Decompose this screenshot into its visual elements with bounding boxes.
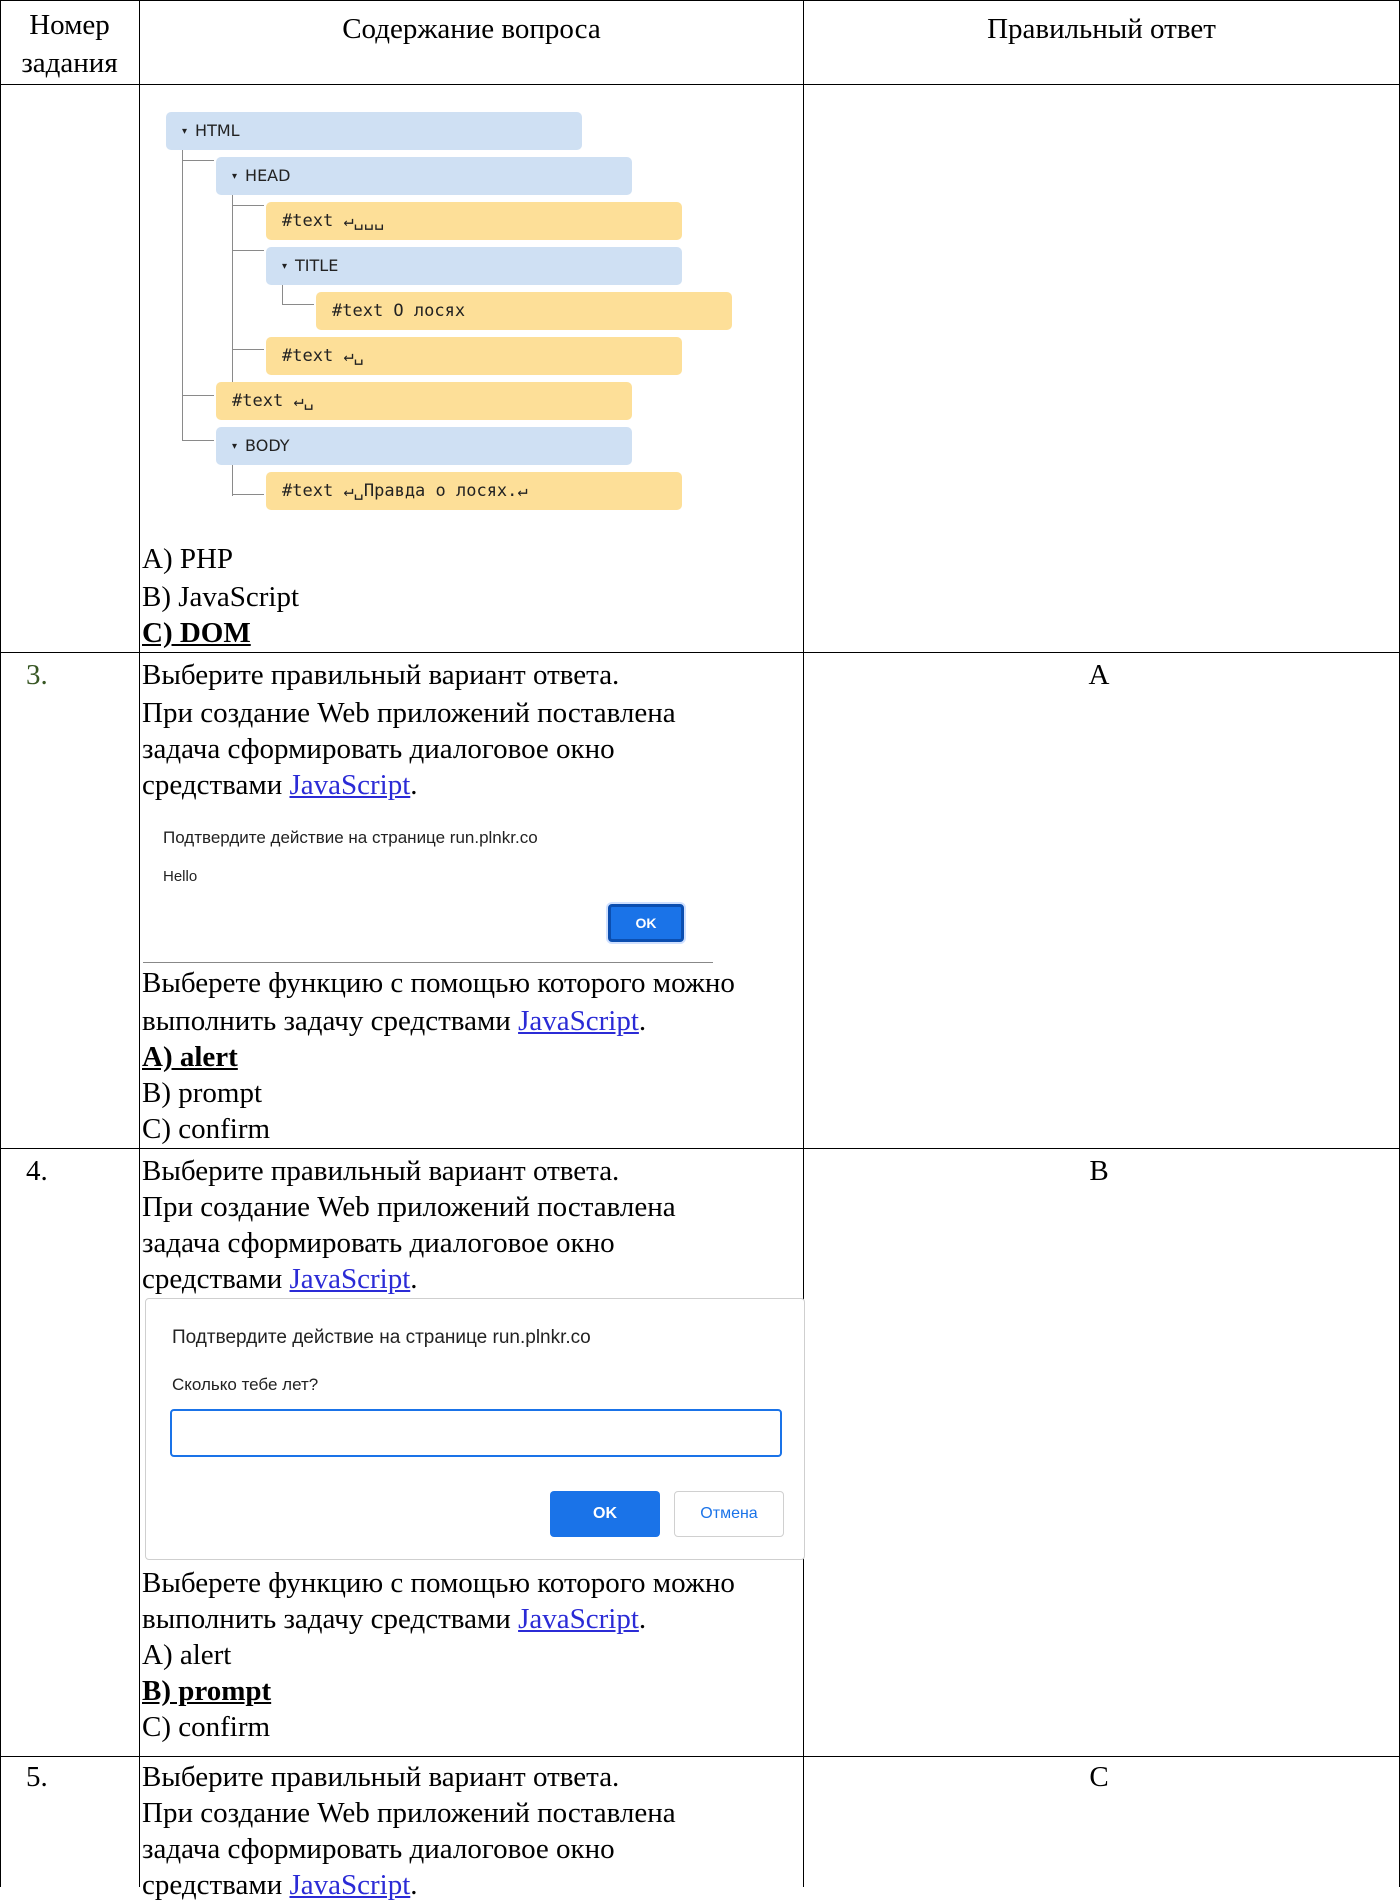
option-c: C) confirm bbox=[142, 1711, 271, 1743]
dialog-title: Подтвердите действие на странице run.plnkr.co bbox=[172, 1327, 591, 1348]
text-fragment: . bbox=[638, 1603, 647, 1635]
expand-triangle-icon: ▾ bbox=[182, 125, 188, 137]
dom-node-text: #text ↵␣␣␣ bbox=[266, 202, 682, 240]
question-line: Выберите правильный вариант ответа. bbox=[142, 1155, 620, 1187]
dom-node-html bbox=[166, 112, 582, 150]
dom-tree-diagram bbox=[148, 104, 756, 524]
question-line: Выберите правильный вариант ответа. bbox=[142, 659, 620, 691]
dom-node-label: HTML bbox=[195, 121, 240, 140]
dom-node-body bbox=[216, 427, 632, 465]
text-fragment: . bbox=[410, 769, 418, 801]
text-fragment: . bbox=[410, 1263, 418, 1295]
question-line: При создание Web приложений поставлена bbox=[142, 1191, 676, 1223]
tree-connector bbox=[232, 250, 264, 251]
dialog-title: Подтвердите действие на странице run.plnkr.co bbox=[163, 828, 538, 847]
task-number: 4. bbox=[26, 1155, 48, 1187]
dom-node-text: #text ↵␣Правда о лосях.↵ bbox=[266, 472, 682, 510]
dom-node-head bbox=[216, 157, 632, 195]
table-header-divider bbox=[0, 84, 1400, 85]
question-line bbox=[142, 1866, 418, 1904]
row-divider bbox=[0, 1148, 1400, 1149]
tree-connector bbox=[232, 349, 264, 350]
option-a-correct: A) alert bbox=[142, 1041, 238, 1073]
prompt-dialog-screenshot bbox=[145, 1298, 805, 1560]
tree-connector bbox=[182, 440, 214, 441]
question-line: Выберете функцию с помощью которого можно bbox=[142, 1567, 735, 1599]
question-line: Выберите правильный вариант ответа. bbox=[142, 1761, 620, 1793]
text-fragment: средствами bbox=[142, 1263, 290, 1295]
javascript-link[interactable]: JavaScript bbox=[289, 1263, 411, 1295]
text-fragment: выполнить задачу средствами bbox=[142, 1603, 519, 1635]
question-line bbox=[142, 1600, 646, 1638]
dialog-bottom-rule bbox=[143, 962, 713, 963]
text-fragment: . bbox=[410, 1869, 418, 1901]
header-number bbox=[0, 6, 139, 82]
task-number: 5. bbox=[26, 1761, 48, 1793]
table-border-top bbox=[0, 0, 1400, 1]
header-question: Содержание вопроса bbox=[342, 13, 601, 45]
option-b-correct: B) prompt bbox=[142, 1675, 272, 1707]
text-fragment: . bbox=[638, 1005, 647, 1037]
correct-answer: B bbox=[1089, 1155, 1109, 1187]
tree-connector bbox=[232, 494, 264, 495]
row-divider bbox=[0, 1756, 1400, 1757]
javascript-link[interactable]: JavaScript bbox=[518, 1005, 639, 1037]
text-fragment: выполнить задачу средствами bbox=[142, 1005, 519, 1037]
dialog-input-field bbox=[170, 1409, 782, 1457]
column-divider bbox=[139, 0, 140, 1887]
option-c: C) confirm bbox=[142, 1113, 271, 1145]
javascript-link[interactable]: JavaScript bbox=[289, 1869, 411, 1901]
javascript-link[interactable]: JavaScript bbox=[289, 769, 411, 801]
header-number-line2: задания bbox=[21, 47, 118, 79]
option-c-correct: C) DOM bbox=[142, 617, 251, 649]
tree-connector bbox=[232, 205, 264, 206]
option-a: A) alert bbox=[142, 1639, 232, 1671]
correct-answer: C bbox=[1089, 1761, 1109, 1793]
dom-node-title bbox=[266, 247, 682, 285]
expand-triangle-icon: ▾ bbox=[232, 440, 238, 452]
dialog-cancel-button: Отмена bbox=[674, 1491, 784, 1537]
alert-dialog-screenshot bbox=[143, 804, 803, 962]
question-line: задача сформировать диалоговое окно bbox=[142, 1833, 615, 1865]
option-a: A) PHP bbox=[142, 543, 234, 575]
tree-connector bbox=[282, 304, 314, 305]
dom-node-label: BODY bbox=[245, 436, 290, 455]
question-line: задача сформировать диалоговое окно bbox=[142, 1227, 615, 1259]
javascript-link[interactable]: JavaScript bbox=[518, 1603, 639, 1635]
dom-node-text: #text ↵␣ bbox=[266, 337, 682, 375]
question-line bbox=[142, 1260, 418, 1298]
question-line: Выберете функцию с помощью которого можно bbox=[142, 967, 735, 999]
header-number-line1: Номер bbox=[29, 9, 110, 41]
option-b: B) prompt bbox=[142, 1077, 263, 1109]
question-line: При создание Web приложений поставлена bbox=[142, 1797, 676, 1829]
question-line: задача сформировать диалоговое окно bbox=[142, 733, 615, 765]
option-b: B) JavaScript bbox=[142, 581, 300, 613]
question-line: При создание Web приложений поставлена bbox=[142, 697, 676, 729]
expand-triangle-icon: ▾ bbox=[282, 260, 288, 272]
text-fragment: средствами bbox=[142, 1869, 290, 1901]
tree-connector bbox=[182, 160, 214, 161]
question-line bbox=[142, 766, 418, 804]
dom-node-text: #text О лосях bbox=[316, 292, 732, 330]
dom-node-label: HEAD bbox=[245, 166, 291, 185]
dialog-ok-button: OK bbox=[550, 1491, 660, 1537]
question-line bbox=[142, 1002, 646, 1040]
row-divider bbox=[0, 652, 1400, 653]
dom-node-label: TITLE bbox=[295, 256, 339, 275]
dialog-ok-button: OK bbox=[608, 904, 684, 942]
tree-connector bbox=[182, 395, 214, 396]
text-fragment: средствами bbox=[142, 769, 290, 801]
dialog-message: Сколько тебе лет? bbox=[172, 1375, 319, 1394]
expand-triangle-icon: ▾ bbox=[232, 170, 238, 182]
header-answer: Правильный ответ bbox=[987, 13, 1216, 45]
correct-answer: A bbox=[1088, 659, 1110, 691]
dialog-message: Hello bbox=[163, 868, 198, 885]
tree-connector bbox=[232, 187, 233, 395]
table-border-left bbox=[0, 0, 1, 1887]
column-divider bbox=[803, 0, 804, 1887]
dom-node-text: #text ↵␣ bbox=[216, 382, 632, 420]
task-number: 3. bbox=[26, 659, 48, 691]
